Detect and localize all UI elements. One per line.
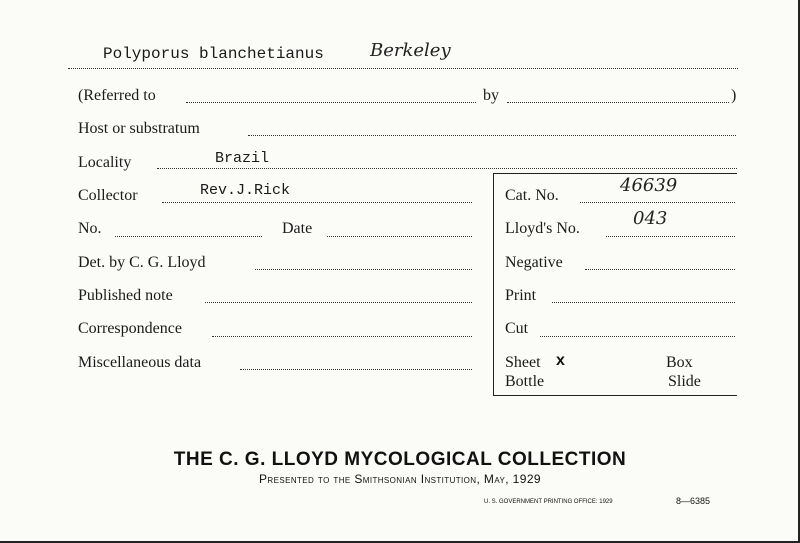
cat-no-value: 46639 <box>620 175 678 196</box>
cut-field[interactable] <box>540 336 735 337</box>
right-box-left <box>493 173 494 395</box>
by-label: by <box>483 87 499 104</box>
lloyds-no-label: Lloyd's No. <box>505 220 580 237</box>
referred-to-label: (Referred to <box>78 87 156 104</box>
negative-label: Negative <box>505 254 563 271</box>
det-by-field[interactable] <box>255 269 472 270</box>
date-field[interactable] <box>327 236 472 237</box>
locality-value: Brazil <box>215 150 270 167</box>
published-note-field[interactable] <box>205 302 472 303</box>
form-number: 8—6385 <box>676 496 711 506</box>
cat-no-field[interactable] <box>580 202 735 203</box>
cut-label: Cut <box>505 320 529 337</box>
right-box-top <box>493 173 737 174</box>
published-note-label: Published note <box>78 287 173 304</box>
det-by-label: Det. by C. G. Lloyd <box>78 254 206 271</box>
collector-field[interactable] <box>162 202 472 203</box>
correspondence-field[interactable] <box>212 336 472 337</box>
collector-value: Rev.J.Rick <box>200 182 291 199</box>
right-box-bottom <box>493 395 737 396</box>
misc-field[interactable] <box>240 369 472 370</box>
species-name: Polyporus blanchetianus <box>103 45 324 63</box>
sheet-mark: x <box>556 352 565 369</box>
locality-label: Locality <box>78 154 132 171</box>
misc-label: Miscellaneous data <box>78 354 202 371</box>
locality-field[interactable] <box>157 168 737 169</box>
collection-title: THE C. G. LLOYD MYCOLOGICAL COLLECTION <box>173 449 627 470</box>
by-field[interactable] <box>507 102 729 103</box>
box-label: Box <box>666 354 693 371</box>
lloyds-no-value: 043 <box>633 208 668 229</box>
species-line <box>68 68 738 69</box>
date-label: Date <box>282 220 313 237</box>
print-field[interactable] <box>552 302 735 303</box>
sheet-label: Sheet <box>505 354 541 371</box>
slide-label: Slide <box>668 373 701 390</box>
collection-subtitle: Presented to the Smithsonian Institution, May, 1929 <box>259 472 541 486</box>
print-label: Print <box>505 287 537 304</box>
collector-label: Collector <box>78 187 138 204</box>
bottle-label: Bottle <box>505 373 545 390</box>
referred-to-field[interactable] <box>186 102 476 103</box>
no-field[interactable] <box>115 236 262 237</box>
host-field[interactable] <box>248 135 736 136</box>
close-paren: ) <box>731 87 737 104</box>
correspondence-label: Correspondence <box>78 320 182 337</box>
negative-field[interactable] <box>585 269 735 270</box>
host-label: Host or substratum <box>78 120 200 137</box>
cat-no-label: Cat. No. <box>505 187 559 204</box>
no-label: No. <box>78 220 102 237</box>
printer-imprint: U. S. GOVERNMENT PRINTING OFFICE: 1929 <box>484 499 613 505</box>
lloyds-no-field[interactable] <box>606 236 735 237</box>
species-annotation: Berkeley <box>370 40 451 61</box>
